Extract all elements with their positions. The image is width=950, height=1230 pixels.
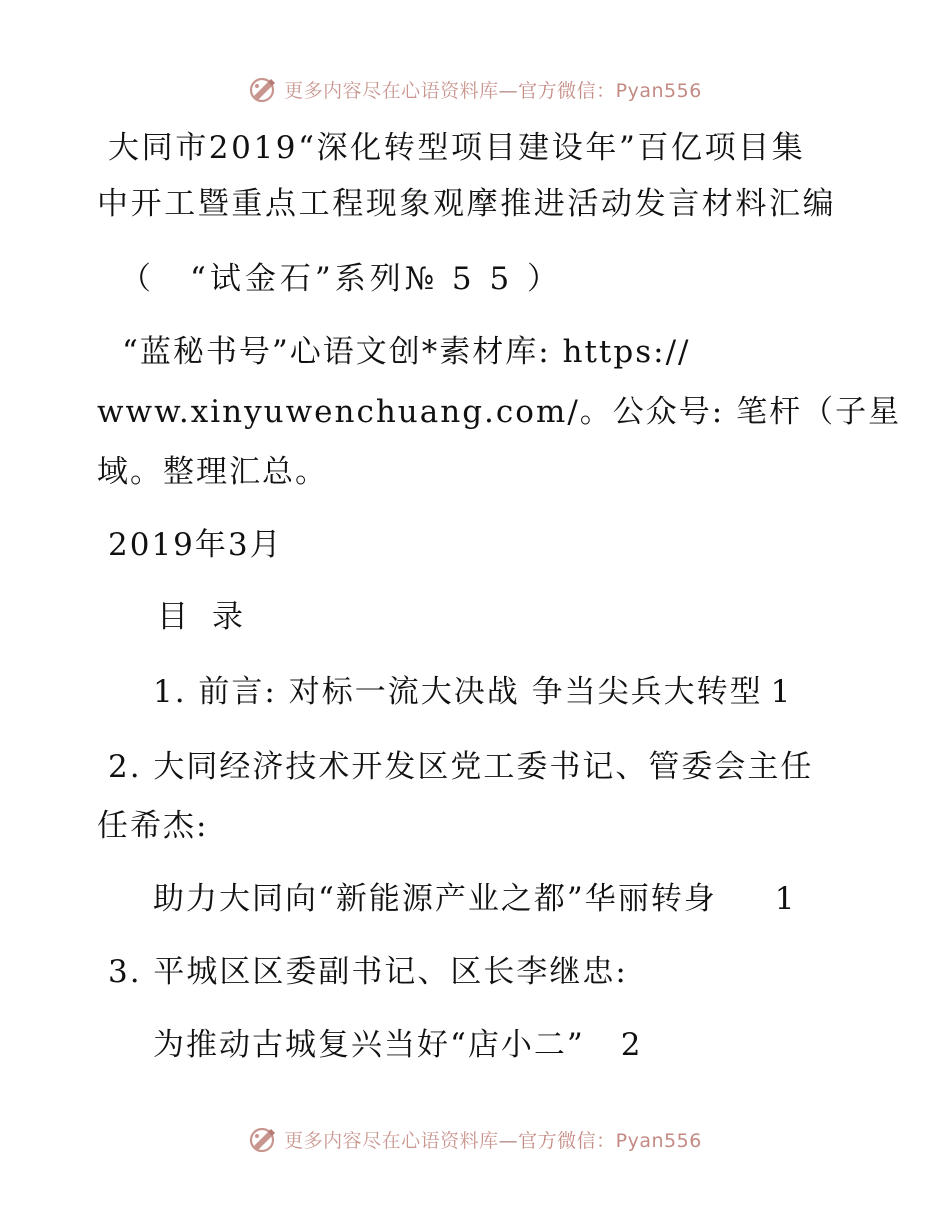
watermark-text xyxy=(284,1126,702,1153)
toc-item-2-text: 助力大同向“新能源产业之都”华丽转身 xyxy=(153,881,717,917)
toc-heading-char-1: 目 xyxy=(157,599,190,635)
library-line-3: 域。整理汇总。 xyxy=(97,454,328,490)
watermark-library: 更多内容尽在心语资料库 xyxy=(284,79,499,102)
document-title-line-2: 中开工暨重点工程现象观摩推进活动发言材料汇编 xyxy=(97,186,837,222)
watermark-text xyxy=(284,76,702,103)
toc-item-1 xyxy=(153,672,792,712)
toc-item-3-text: 为推动古城复兴当好“店小二” xyxy=(153,1027,585,1063)
toc-item-2-page: 1 xyxy=(774,881,797,917)
watermark-banner-top xyxy=(0,72,950,106)
watermark-library: 更多内容尽在心语资料库 xyxy=(284,1129,499,1152)
watermark-wechat: 官方微信：Pyan556 xyxy=(518,79,702,102)
toc-item-2-line-c xyxy=(153,879,796,919)
book-pen-icon xyxy=(248,74,278,104)
toc-item-2-line-a: 2. 大同经济技术开发区党工委书记、管委会主任 xyxy=(108,749,814,785)
toc-item-1-text: 1. 前言: 对标一流大决战 争当尖兵大转型 xyxy=(153,674,763,710)
library-line-1: “蓝秘书号”心语文创*素材库: https:// xyxy=(122,334,691,370)
watermark-banner-bottom xyxy=(0,1122,950,1156)
watermark-wechat: 官方微信：Pyan556 xyxy=(518,1129,702,1152)
toc-heading xyxy=(157,597,245,637)
book-pen-icon xyxy=(248,1124,278,1154)
series-label: （ “试金石”系列№ 5 5 ） xyxy=(120,261,563,297)
toc-item-3-page: 2 xyxy=(620,1027,643,1063)
library-line-2: www.xinyuwenchuang.com/。公众号: 笔杆（子星 xyxy=(97,394,902,430)
toc-heading-char-2: 录 xyxy=(212,599,245,635)
toc-item-1-page: 1 xyxy=(770,674,793,710)
watermark-dash: — xyxy=(498,1129,519,1152)
toc-item-2-line-b: 任希杰: xyxy=(97,808,209,844)
document-title-line-1: 大同市2019“深化转型项目建设年”百亿项目集 xyxy=(108,130,806,166)
document-date: 2019年3月 xyxy=(108,527,283,563)
toc-item-3-line-a: 3. 平城区区委副书记、区长李继忠: xyxy=(108,954,628,990)
toc-item-3-line-b xyxy=(153,1025,642,1065)
watermark-dash: — xyxy=(498,79,519,102)
